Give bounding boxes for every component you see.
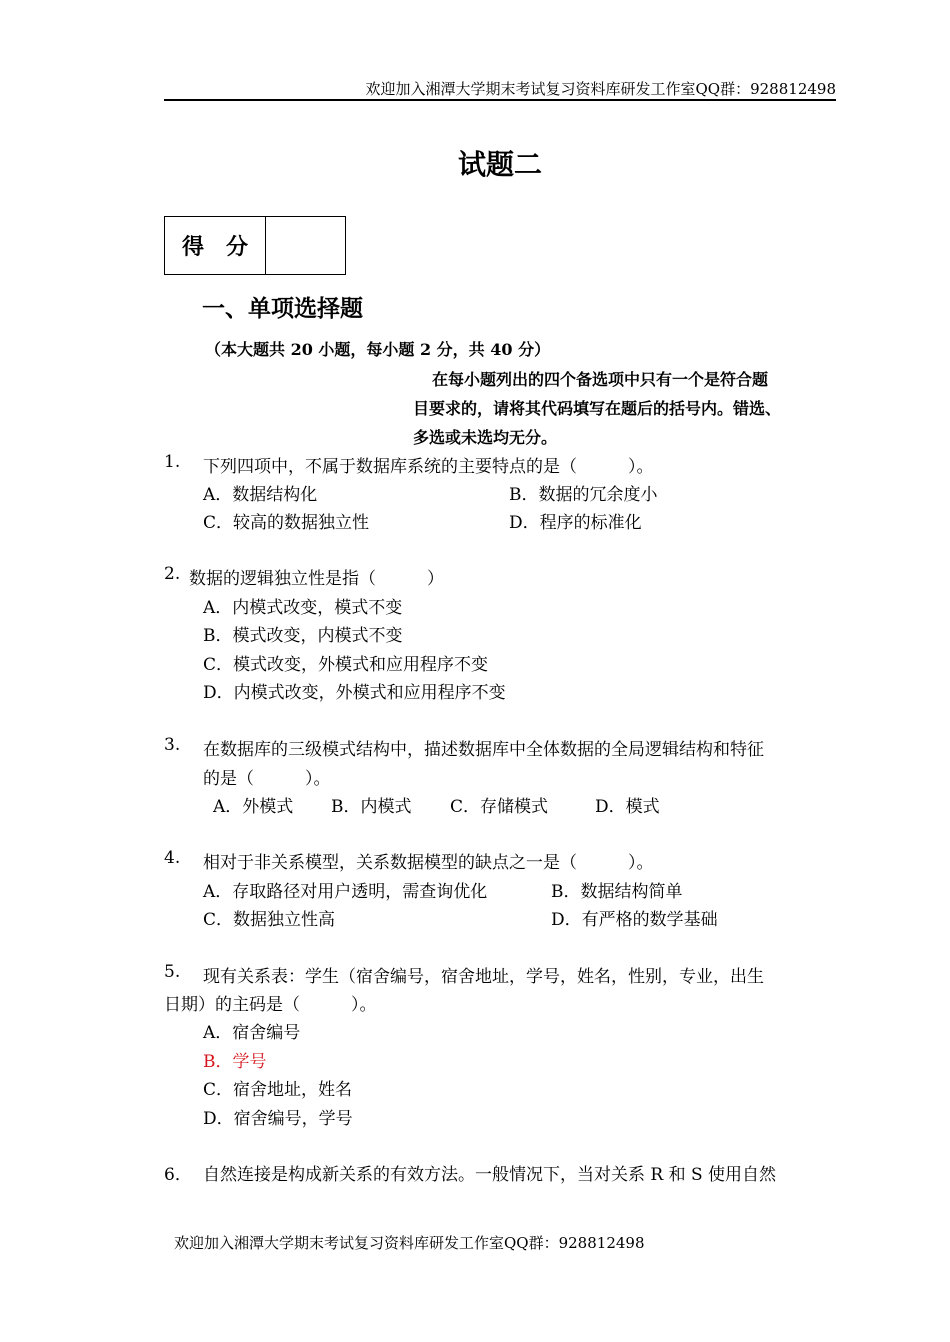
question-text-line-2: 日期）的主码是（ ）。 <box>164 995 377 1015</box>
score-box <box>164 216 346 275</box>
option-c: C．数据独立性高 <box>203 910 336 930</box>
score-label: 得 分 <box>165 217 266 274</box>
option-c: C．宿舍地址，姓名 <box>203 1080 353 1100</box>
option-d: D．程序的标准化 <box>509 513 642 533</box>
section-note-line-1: 在每小题列出的四个备选项中只有一个是符合题 <box>432 370 769 389</box>
question-text-line-2: 的是（ ）。 <box>203 769 331 789</box>
option-a: A．外模式 <box>213 797 294 817</box>
question-text-line-1: 现有关系表：学生（宿舍编号，宿舍地址，学号，姓名，性别，专业，出生 <box>203 967 764 987</box>
question-text: 自然连接是构成新关系的有效方法。一般情况下，当对关系 R 和 S 使用自然 <box>203 1165 777 1185</box>
question-number: 1. <box>164 452 181 472</box>
page-footer-text: 欢迎加入湘潭大学期末考试复习资料库研发工作室QQ群：928812498 <box>174 1234 645 1252</box>
header-divider <box>164 99 836 101</box>
question-text: 相对于非关系模型，关系数据模型的缺点之一是（ ）。 <box>203 853 654 873</box>
question-text-line-1: 在数据库的三级模式结构中，描述数据库中全体数据的全局逻辑结构和特征 <box>203 740 764 760</box>
question-number: 4. <box>164 848 181 868</box>
section-note-line-2: 目要求的，请将其代码填写在题后的括号内。错选、 <box>413 399 782 418</box>
option-c: C．存储模式 <box>450 797 549 817</box>
section-title: 一、单项选择题 <box>202 296 363 322</box>
question-number: 2. <box>164 564 181 584</box>
option-c: C．模式改变，外模式和应用程序不变 <box>203 655 489 675</box>
option-d: D．有严格的数学基础 <box>551 910 718 930</box>
question-number: 6． <box>164 1165 192 1185</box>
question-text: 下列四项中，不属于数据库系统的主要特点的是（ ）。 <box>203 457 654 477</box>
section-note-scoring: （本大题共 20 小题，每小题 2 分，共 40 分） <box>205 340 551 359</box>
option-c: C．较高的数据独立性 <box>203 513 370 533</box>
question-number: 5. <box>164 962 181 982</box>
option-b: B．内模式 <box>331 797 412 817</box>
option-a: A．内模式改变，模式不变 <box>203 598 403 618</box>
section-note-line-3: 多选或未选均无分。 <box>413 428 558 447</box>
score-value-cell <box>266 217 345 274</box>
option-d: D．模式 <box>595 797 660 817</box>
option-b: B．数据的冗余度小 <box>509 485 658 505</box>
option-b: B．模式改变，内模式不变 <box>203 626 403 646</box>
option-d: D．内模式改变，外模式和应用程序不变 <box>203 683 506 703</box>
option-a: A．宿舍编号 <box>203 1023 301 1043</box>
option-b-highlighted: B．学号 <box>203 1052 267 1072</box>
question-number: 3. <box>164 735 181 755</box>
question-text: 数据的逻辑独立性是指（ ） <box>189 569 444 589</box>
option-b: B．数据结构简单 <box>551 882 683 902</box>
exam-title: 试题二 <box>457 148 542 181</box>
page-header-text: 欢迎加入湘潭大学期末考试复习资料库研发工作室QQ群：928812498 <box>365 80 836 98</box>
option-a: A．数据结构化 <box>203 485 318 505</box>
option-d: D．宿舍编号，学号 <box>203 1109 353 1129</box>
option-a: A．存取路径对用户透明，需查询优化 <box>203 882 488 902</box>
